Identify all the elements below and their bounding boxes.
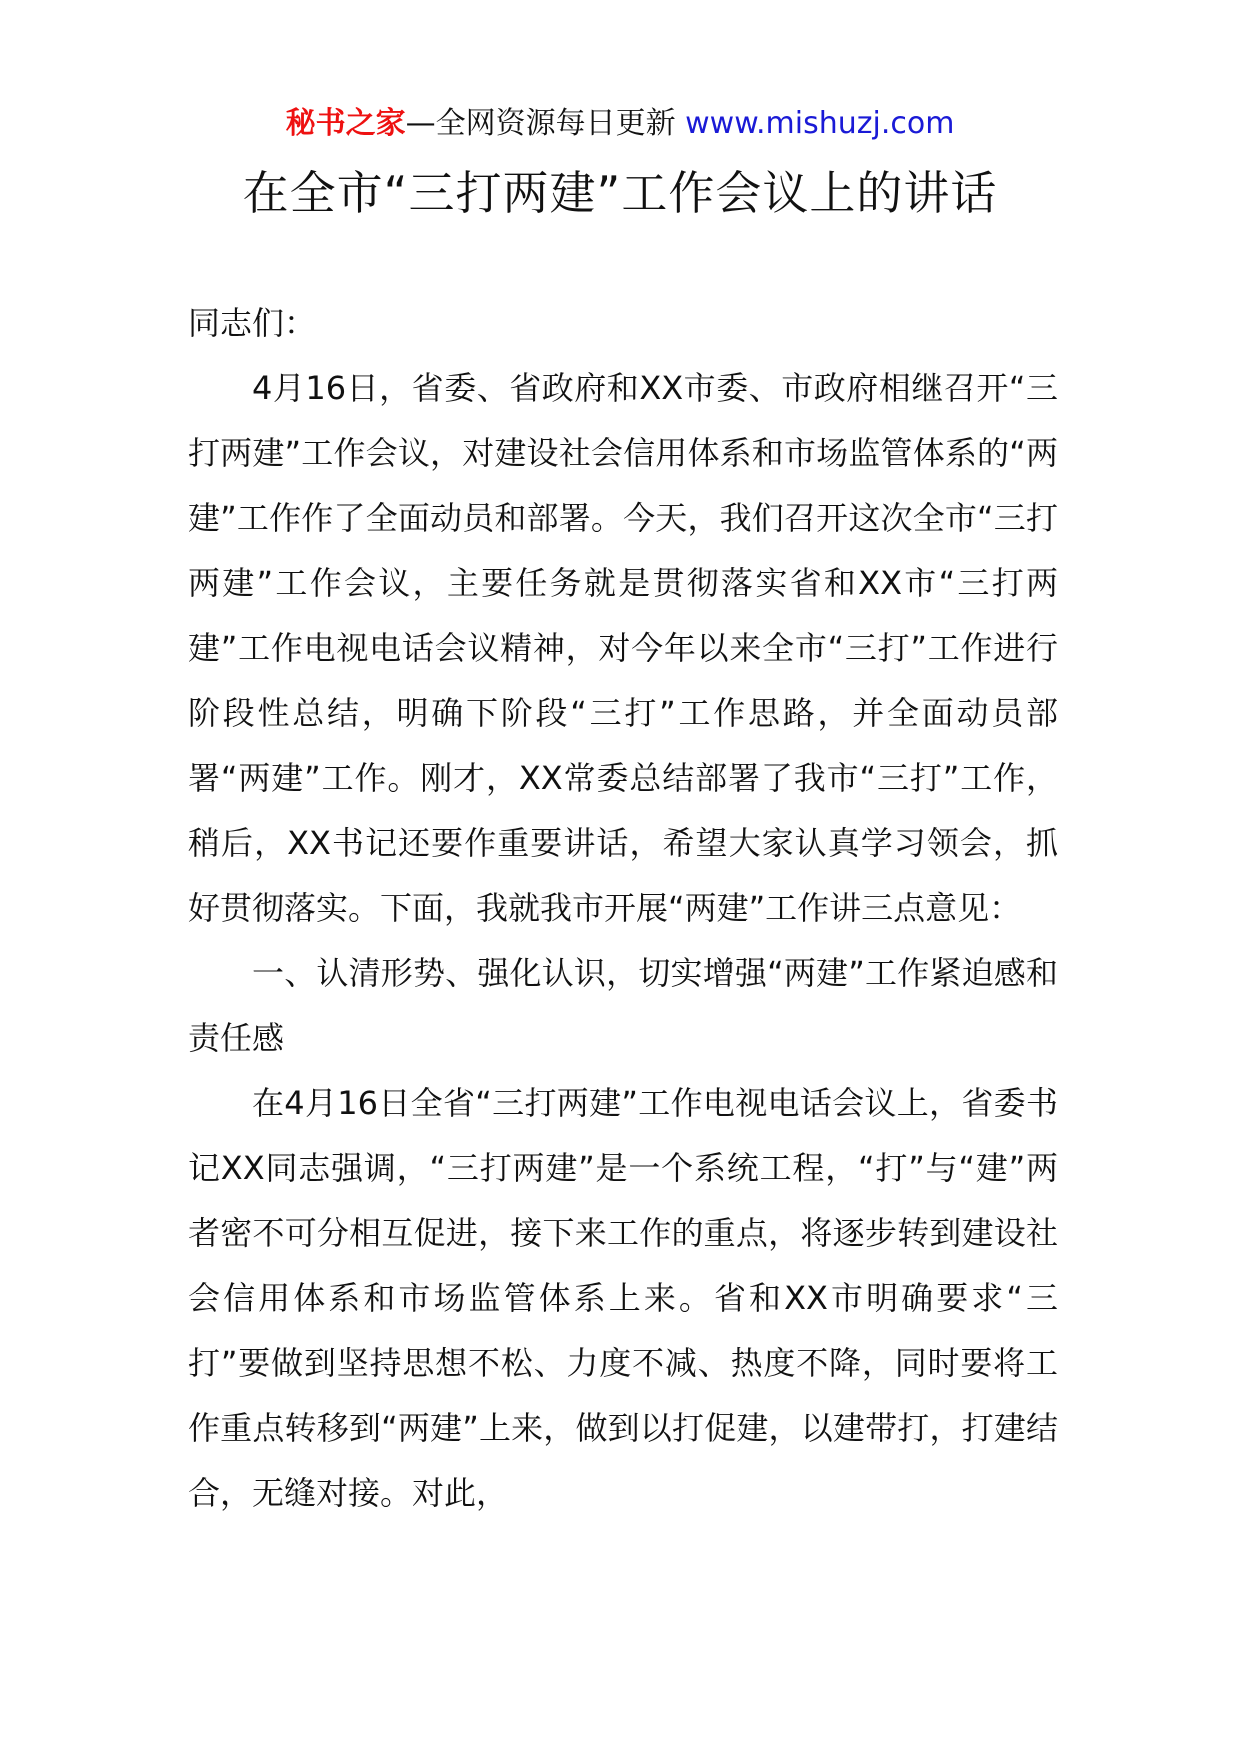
- paragraph-intro: 4月16日，省委、省政府和XX市委、市政府相继召开“三打两建”工作会议，对建设社会信用体系和市场监管体系的“两建”工作作了全面动员和部署。今天，我们召开这次全市“三打两建”工作会议，主要任务就是贯彻落实省和XX市“三打两建”工作电视电话会议精神，对今年以来全市“三打”工作进行阶段性总结，明确下阶段“三打”工作思路，并全面动员部署“两建”工作。刚才，XX常委总结部署了我市“三打”工作，稍后，XX书记还要作重要讲话，希望大家认真学习领会，抓好贯彻落实。下面，我就我市开展“两建”工作讲三点意见：: [188, 369, 1058, 927]
- site-url-link[interactable]: www.mishuzj.com: [685, 106, 955, 141]
- paragraph-section-1: 在4月16日全省“三打两建”工作电视电话会议上，省委书记XX同志强调，“三打两建”是一个系统工程，“打”与“建”两者密不可分相互促进，接下来工作的重点，将逐步转到建设社会信用体系和市场监管体系上来。省和XX市明确要求“三打”要做到坚持思想不松、力度不减、热度不降，同时要将工作重点转移到“两建”上来，做到以打促建，以建带打，打建结合，无缝对接。对此，: [188, 1084, 1058, 1512]
- section-heading-1: 一、认清形势、强化认识，切实增强“两建”工作紧迫感和责任感: [188, 954, 1058, 1057]
- salutation: 同志们：: [188, 304, 317, 342]
- document-body: [188, 291, 1058, 1526]
- document-title: 在全市“三打两建”工作会议上的讲话: [242, 166, 998, 220]
- site-tagline: —全网资源每日更新: [405, 106, 676, 141]
- site-banner: [0, 104, 1240, 144]
- site-name: 秘书之家: [285, 106, 406, 141]
